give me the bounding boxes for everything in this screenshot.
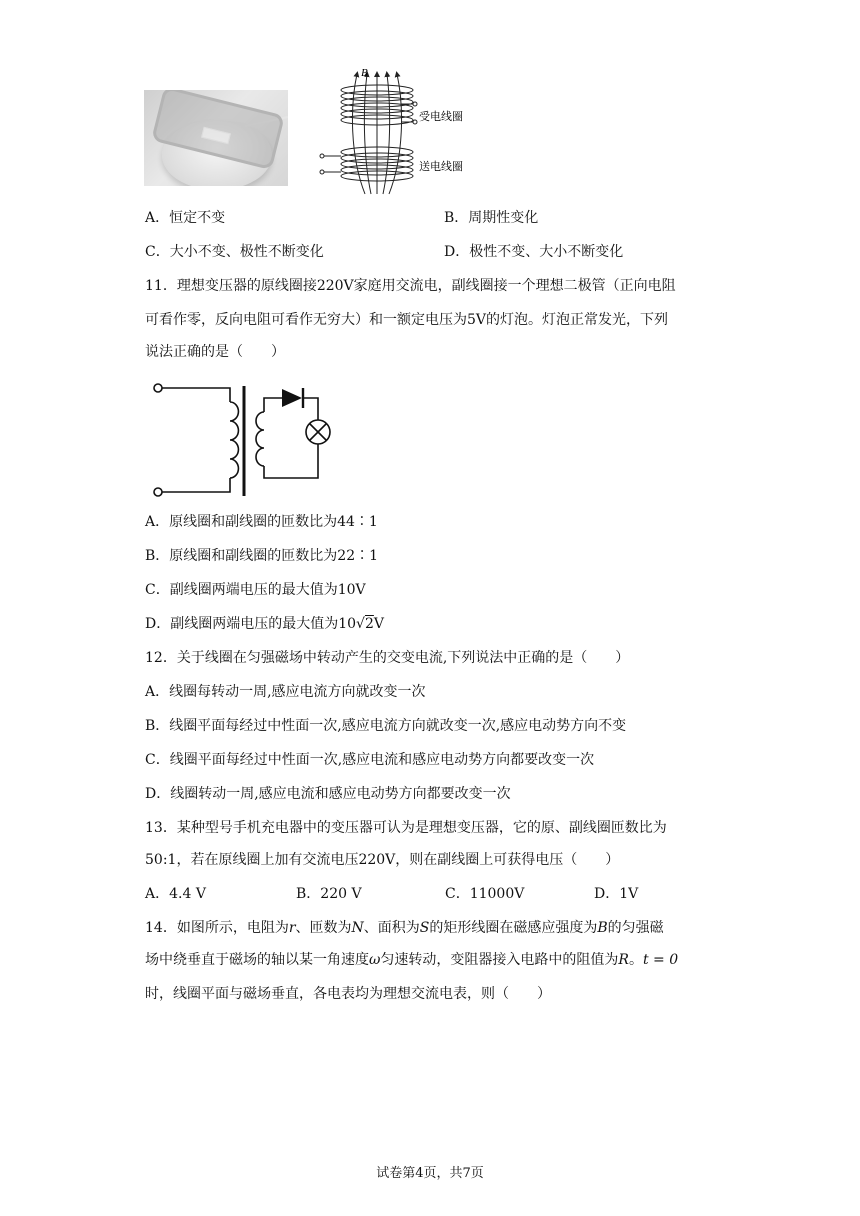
q10-option-a: A．恒定不变 [145,210,226,226]
coil-diagram [315,66,485,196]
sqrt-symbol: √ [356,616,365,632]
q14-var-r-cap: R [618,952,629,968]
q14-text-part: 的矩形线圈在磁感应强度为 [429,920,598,936]
q11-stem-line3: 说法正确的是（ ） [145,344,285,360]
q10-option-b: B．周期性变化 [444,210,539,226]
q12-option-b: B．线圈平面每经过中性面一次,感应电流方向就改变一次,感应电动势方向不变 [145,718,627,734]
q12-option-a: A．线圈每转动一周,感应电流方向就改变一次 [145,684,426,700]
q13-option-c: C．11000V [445,886,525,902]
q11-option-b: B．原线圈和副线圈的匝数比为22∶1 [145,548,379,564]
q11-stem-line1: 11．理想变压器的原线圈接220V家庭用交流电，副线圈接一个理想二极管（正向电阻 [145,278,676,294]
q12-option-d: D．线圈转动一周,感应电流和感应电动势方向都要改变一次 [145,786,511,802]
q11-option-d-text: D．副线圈两端电压的最大值为10 [145,616,357,632]
q14-text-part: 匀速转动，变阻器接入电路中的阻值为 [380,952,619,968]
q14-var-n: N [351,920,364,936]
q13-option-b: B．220 V [296,886,362,902]
magnetic-field-label: B [361,67,368,79]
q14-var-s: S [419,920,430,936]
q13-stem-line2: 50:1，若在原线圈上加有交流电压220V，则在副线圈上可获得电压（ ） [145,852,620,868]
q14-text-part: 14．如图所示，电阻为 [145,920,289,936]
q14-stem-line3: 时，线圈平面与磁场垂直，各电表均为理想交流电表，则（ ） [145,986,551,1002]
q11-option-c: C．副线圈两端电压的最大值为10V [145,582,366,598]
q11-option-d [145,614,384,634]
page-footer: 试卷第4页，共7页 [376,1166,484,1181]
q14-var-omega: ω [369,952,381,968]
transformer-circuit-diagram [148,378,338,500]
q14-text-part: 、面积为 [363,920,420,936]
q11-option-a: A．原线圈和副线圈的匝数比为44∶1 [145,514,378,530]
q10-option-c: C．大小不变、极性不断变化 [145,244,324,260]
q14-stem-line1 [145,918,664,938]
wireless-charger-photo [144,90,288,186]
q11-option-d-radicand: 2 [364,616,374,632]
receive-coil-label: 受电线圈 [419,110,463,123]
q13-stem-line1: 13．某种型号手机充电器中的变压器可认为是理想变压器，它的原、副线圈匝数比为 [145,820,667,836]
q14-var-r: r [288,920,296,936]
q14-text-part: 的匀强磁 [607,920,664,936]
q14-text-part: 场中绕垂直于磁场的轴以某一角速度 [145,952,369,968]
q14-text-part: 、匝数为 [295,920,352,936]
q10-option-d: D．极性不变、大小不断变化 [444,244,624,260]
q14-text-part: 。 [628,952,643,968]
q14-time-zero: t = 0 [642,952,679,968]
q11-option-d-unit: V [373,616,385,632]
q12-stem: 12．关于线圈在匀强磁场中转动产生的交变电流,下列说法中正确的是（ ） [145,650,630,666]
q13-option-a: A．4.4 V [145,886,206,902]
send-coil-label: 送电线圈 [419,160,463,173]
q14-stem-line2 [145,950,678,970]
q12-option-c: C．线圈平面每经过中性面一次,感应电流和感应电动势方向都要改变一次 [145,752,595,768]
q14-var-b: B [597,920,608,936]
q11-stem-line2: 可看作零，反向电阻可看作无穷大）和一额定电压为5V的灯泡。灯泡正常发光，下列 [145,312,669,328]
q13-option-d: D．1V [594,886,639,902]
